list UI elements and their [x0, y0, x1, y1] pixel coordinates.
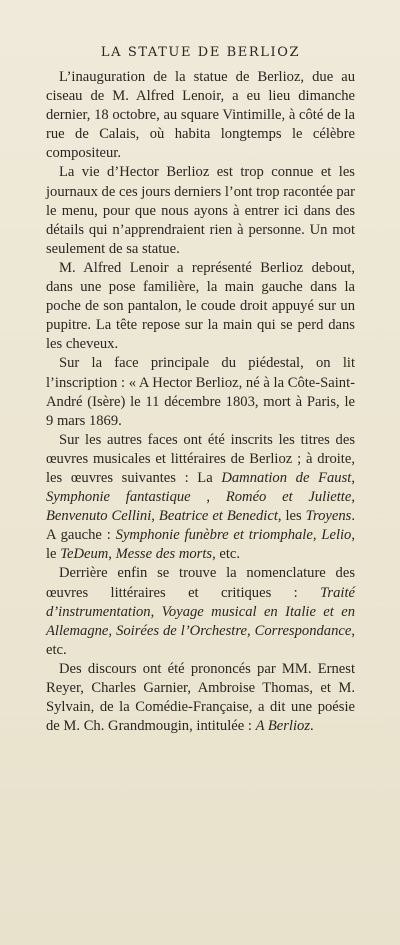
text-run: , [150, 603, 162, 620]
italic-title-run: Traité d’instrumentation [46, 584, 355, 620]
article-column [46, 44, 355, 736]
italic-title-run: Troyens [305, 508, 352, 525]
text-run: La vie d’Hector Berlioz est trop connue et les journaux de ces jours derniers l’ont trop racontée par le menu, pour que nous ayons à entrer ici dans des détails qui n’apprendraient rien à personne. Un mot seulement de sa statue. [46, 164, 355, 257]
paragraph-literary-works [46, 564, 355, 659]
italic-title-run: Benvenuto Cellini [46, 508, 152, 525]
text-run: , etc. [212, 546, 241, 563]
paragraph-inscription [46, 354, 355, 430]
italic-title-run: Symphonie fantastique [46, 489, 191, 506]
italic-title-run: Messe des morts [115, 546, 213, 563]
italic-title-run: TeDeum [60, 546, 109, 563]
italic-title-run: Symphonie funèbre et triomphale [115, 527, 313, 544]
article-title: LA STATUE DE BERLIOZ [100, 45, 301, 60]
italic-title-run: Correspondance [254, 622, 352, 639]
text-run: , le [46, 527, 355, 563]
italic-title-run: Damnation de Faust [221, 469, 352, 486]
text-run: Des discours ont été prononcés par MM. Ernest Reyer, Charles Garnier, Ambroise Thomas, et M. Sylvain, de la Comédie-Française, a dit une poésie de M. Ch. Grandmougin, intitulée : [46, 660, 355, 735]
italic-title-run: Beatrice et Benedict [158, 508, 278, 525]
paragraph-inauguration [46, 68, 355, 163]
paragraph-statue-description [46, 259, 355, 354]
text-run: Sur la face principale du piédestal, on lit l’inscription : « A Hector Berlioz, né à la Côte-Saint-André (Isère) le 11 décembre 1803, mort à Paris, le 9 mars 1869. [46, 355, 355, 429]
paragraph-speeches [46, 660, 355, 736]
text-run: . A gauche : [46, 508, 356, 544]
paragraph-life [46, 163, 355, 258]
text-run: , [351, 489, 355, 506]
article-body [46, 68, 355, 736]
italic-title-run: Lelio [321, 527, 352, 544]
italic-title-run: Roméo et Juliette [225, 489, 352, 506]
text-run: , les [277, 508, 306, 525]
text-run: , etc. [46, 622, 356, 658]
text-run: . [310, 718, 314, 735]
text-run: L’inauguration de la statue de Berlioz, due au ciseau de M. Alfred Lenoir, a eu lieu dimanche dernier, 18 octobre, au square Vintimille, à côté de la rue de Calais, où habita longtemps le célèbre compositeur. [46, 69, 355, 162]
text-run: , [190, 489, 226, 506]
text-run: , [108, 622, 117, 639]
text-run: M. Alfred Lenoir a représenté Berlioz debout, dans une pose familière, la main gauche dans la poche de son pantalon, le coude droit appuyé sur un pupitre. La tête repose sur la main qui se perd dans les cheveux. [46, 259, 355, 353]
text-run: Derrière enfin se trouve la nomenclature des œuvres littéraires et critiques : [46, 565, 355, 601]
text-run: , [108, 546, 116, 563]
paragraph-musical-works [46, 431, 355, 565]
text-run: , [351, 469, 355, 486]
italic-title-run: A Berlioz [255, 718, 311, 735]
text-run: , [151, 508, 159, 525]
text-run: , [246, 622, 255, 639]
text-run: , [312, 527, 322, 544]
italic-title-run: Voyage musical en Italie et en Allemagne [46, 603, 355, 639]
text-run: Sur les autres faces ont été inscrits les titres des œuvres musicales et littéraires de Berlioz ; à droite, les œuvres suivantes : La [46, 431, 355, 486]
italic-title-run: Soirées de l’Orchestre [116, 622, 247, 639]
